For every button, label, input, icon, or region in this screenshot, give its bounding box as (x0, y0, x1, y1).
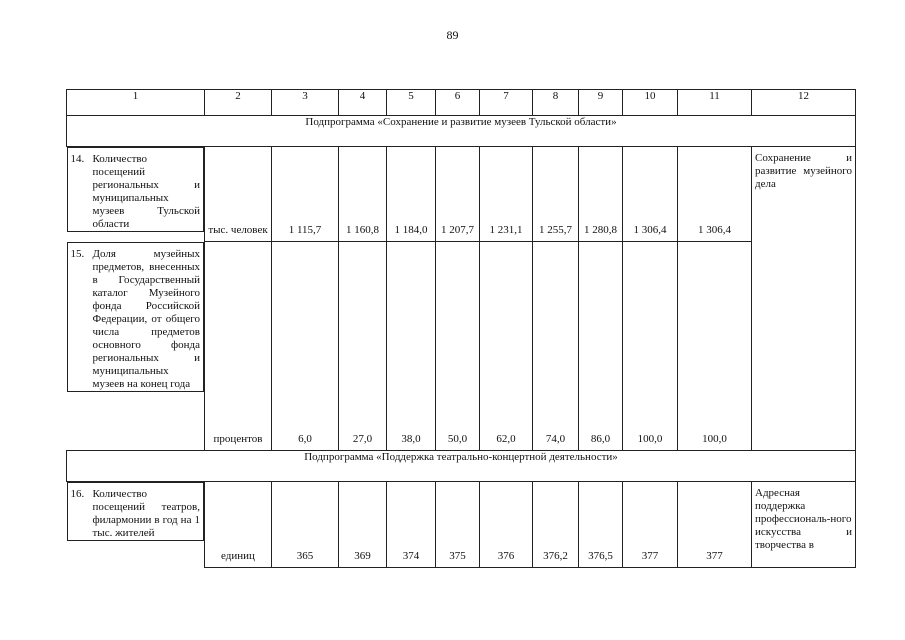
column-number-row (67, 90, 856, 116)
value-cell: 74,0 (533, 242, 579, 451)
value-cell: 377 (623, 482, 678, 568)
indicator-number: 15. (70, 247, 85, 260)
unit-cell: единиц (205, 482, 272, 568)
col-header: 10 (623, 90, 678, 116)
indicator-cell (67, 482, 205, 541)
unit-cell: процентов (205, 242, 272, 451)
indicators-table (66, 89, 856, 568)
table-row (67, 147, 856, 242)
value-cell: 1 115,7 (272, 147, 339, 242)
value-cell: 1 306,4 (623, 147, 678, 242)
col-header: 1 (67, 90, 205, 116)
subprogram-title: Подпрограмма «Поддержка театрально-концертной деятельности» (67, 451, 856, 482)
value-cell: 100,0 (623, 242, 678, 451)
value-cell: 376,5 (579, 482, 623, 568)
col-header: 5 (387, 90, 436, 116)
indicator-cell (67, 147, 205, 232)
indicator-text: Количество посещений театров, филармонии в год на 1 тыс. жителей (92, 488, 200, 539)
value-cell: 100,0 (678, 242, 752, 451)
value-cell: 86,0 (579, 242, 623, 451)
value-cell: 1 207,7 (436, 147, 480, 242)
subprogram-title: Подпрограмма «Сохранение и развитие музеев Тульской области» (67, 116, 856, 147)
value-cell: 376,2 (533, 482, 579, 568)
value-cell: 374 (387, 482, 436, 568)
value-cell: 1 184,0 (387, 147, 436, 242)
indicator-text: Количество посещений региональных и муниципальных музеев Тульской области (92, 153, 200, 230)
indicator-cell (67, 242, 205, 392)
col-header: 3 (272, 90, 339, 116)
value-cell: 377 (678, 482, 752, 568)
value-cell: 6,0 (272, 242, 339, 451)
subprogram-row (67, 116, 856, 147)
value-cell: 369 (339, 482, 387, 568)
subprogram-row (67, 451, 856, 482)
value-cell: 1 160,8 (339, 147, 387, 242)
value-cell: 1 255,7 (533, 147, 579, 242)
value-cell: 1 231,1 (480, 147, 533, 242)
value-cell: 27,0 (339, 242, 387, 451)
col-header: 8 (533, 90, 579, 116)
unit-cell: тыс. человек (205, 147, 272, 242)
col-header: 4 (339, 90, 387, 116)
page-number: 89 (446, 28, 459, 42)
value-cell: 50,0 (436, 242, 480, 451)
value-cell: 376 (480, 482, 533, 568)
col-header: 9 (579, 90, 623, 116)
value-cell: 365 (272, 482, 339, 568)
value-cell: 38,0 (387, 242, 436, 451)
note-cell: Сохранение и развитие музейного дела (752, 147, 856, 451)
indicator-number: 14. (70, 153, 85, 165)
col-header: 12 (752, 90, 856, 116)
table-row (67, 242, 856, 451)
value-cell: 375 (436, 482, 480, 568)
col-header: 7 (480, 90, 533, 116)
indicator-text: Доля музейных предметов, внесенных в Государственный каталог Музейного фонда Российской Федерации, от общего числа предметов основного фонда региональных и муниципальных музеев на конец года (92, 247, 200, 390)
col-header: 2 (205, 90, 272, 116)
value-cell: 1 306,4 (678, 147, 752, 242)
indicator-number: 16. (70, 488, 85, 500)
table-row (67, 482, 856, 568)
value-cell: 1 280,8 (579, 147, 623, 242)
note-cell: Адресная поддержка профессиональ-ного искусства и творчества в (752, 482, 856, 568)
value-cell: 62,0 (480, 242, 533, 451)
col-header: 6 (436, 90, 480, 116)
col-header: 11 (678, 90, 752, 116)
